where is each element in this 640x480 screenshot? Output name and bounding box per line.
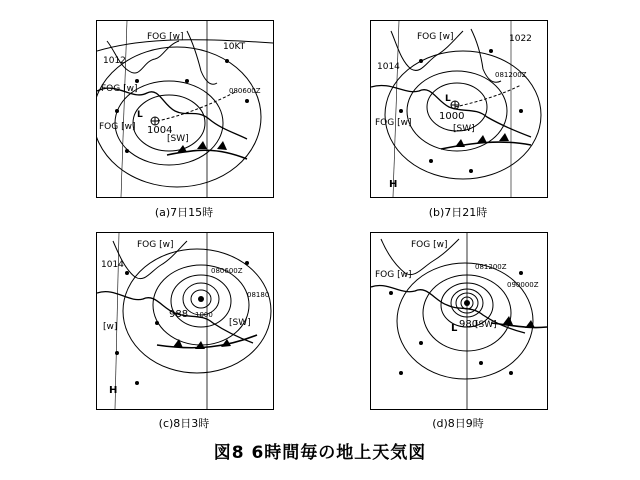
- label-fog: FOG [w]: [137, 240, 174, 250]
- label-fog: FOG [w]: [101, 84, 138, 94]
- label-fog: FOG [w]: [417, 32, 454, 42]
- label-low: L: [445, 94, 451, 104]
- label-low: L: [137, 110, 143, 120]
- label-time: 081200Z: [475, 263, 507, 271]
- weather-map-b: [371, 21, 547, 197]
- label-time: 081200Z: [495, 71, 527, 79]
- label-fog: FOG [w]: [375, 270, 412, 280]
- weather-map-d: [371, 233, 547, 409]
- label-high: H: [109, 385, 118, 396]
- label-warning: [SW]: [475, 320, 497, 330]
- label-time: 080600Z: [229, 87, 261, 95]
- label-high: H: [389, 179, 398, 190]
- label-wind: [w]: [103, 322, 118, 332]
- label-time: 080600Z: [211, 267, 243, 275]
- label-warning: [SW]: [453, 124, 475, 134]
- center-pressure: 988: [169, 309, 189, 320]
- label-isobar: 1012: [103, 56, 126, 66]
- weather-map-panel-c: [96, 232, 274, 410]
- weather-map-panel-a: [96, 20, 274, 198]
- panel-caption-d: (d)8日9時: [432, 417, 484, 430]
- center-pressure: 1004: [147, 125, 173, 136]
- weather-map-panel-b: [370, 20, 548, 198]
- center-pressure: 980: [459, 319, 479, 330]
- label-time: 090000Z: [507, 281, 539, 289]
- label-isobar: 1000: [195, 311, 213, 319]
- label-isobar: 1014: [101, 260, 124, 270]
- label-warning: [SW]: [229, 318, 251, 328]
- label-low: L: [451, 323, 458, 334]
- weather-map-a: [97, 21, 273, 197]
- label-fog: FOG [w]: [375, 118, 412, 128]
- figure-title: 図8 6時間毎の地上天気図: [213, 443, 427, 463]
- label-fog: FOG [w]: [99, 122, 136, 132]
- panel-caption-c: (c)8日3時: [158, 417, 210, 430]
- weather-map-c: [97, 233, 273, 409]
- label-warning: [SW]: [167, 134, 189, 144]
- panel-caption-a: (a)7日15時: [154, 206, 214, 219]
- center-pressure: 1000: [439, 111, 465, 122]
- weather-map-panel-d: [370, 232, 548, 410]
- label-fog: FOG [w]: [147, 32, 184, 42]
- label-isobar: 1022: [509, 34, 532, 44]
- label-isobar: 1014: [377, 62, 400, 72]
- panel-caption-b: (b)7日21時: [428, 206, 488, 219]
- label-time: 08180: [247, 291, 270, 299]
- label-fog: FOG [w]: [411, 240, 448, 250]
- label-wind-kt: 10KT: [223, 42, 246, 52]
